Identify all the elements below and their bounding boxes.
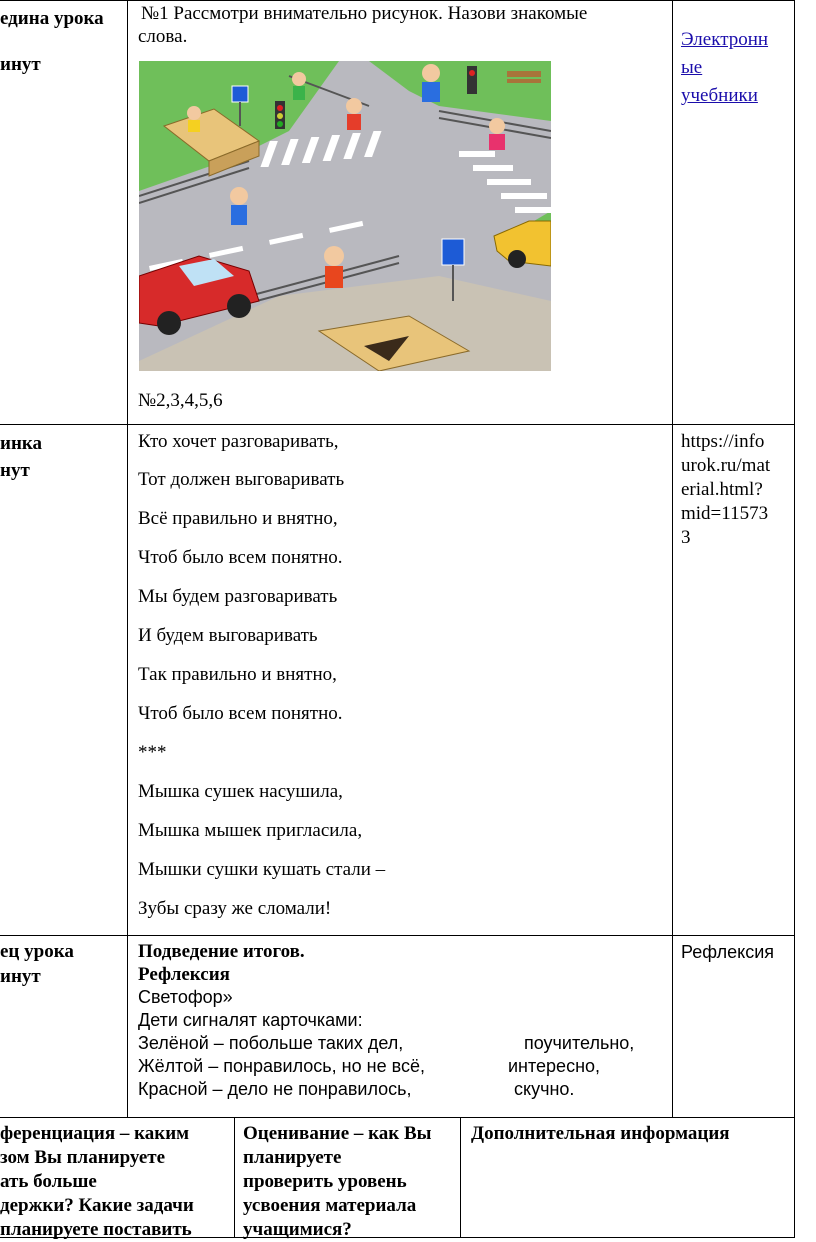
electronic-textbooks-link-line2[interactable]: ые xyxy=(681,57,703,78)
assessment-line3: проверить уровень xyxy=(243,1171,407,1192)
row-divider-1 xyxy=(0,424,795,425)
electronic-textbooks-link-line3[interactable]: учебники xyxy=(681,85,758,106)
poem-line: Зубы сразу же сломали! xyxy=(138,898,332,919)
row1-stage-label-line2: инут xyxy=(0,54,41,75)
row-divider-2 xyxy=(0,935,795,936)
task1-title-line1: №1 Рассмотри внимательно рисунок. Назови знакомые xyxy=(141,3,588,24)
card-green-right: поучительно, xyxy=(524,1033,635,1053)
poem-line: Чтоб было всем понятно. xyxy=(138,703,343,724)
electronic-textbooks-link-line1[interactable]: Электронн xyxy=(681,29,769,50)
poem-line: И будем выговаривать xyxy=(138,625,318,646)
resource-url-line3[interactable]: erial.html? xyxy=(681,479,763,500)
table-right-border xyxy=(794,0,795,1238)
differentiation-line1: ференциация – каким xyxy=(0,1123,190,1144)
assessment-line4: усвоения материала xyxy=(243,1195,417,1216)
assessment-line5: учащимися? xyxy=(243,1219,352,1240)
resource-url-line1[interactable]: https://info xyxy=(681,431,765,452)
col-divider-2 xyxy=(672,0,673,1117)
row2-stage-label-line1: инка xyxy=(0,433,43,454)
cards-intro: Дети сигналят карточками: xyxy=(138,1010,363,1030)
additional-info-header: Дополнительная информация xyxy=(471,1123,730,1144)
poem-separator: *** xyxy=(138,742,167,763)
road-safety-illustration xyxy=(139,61,551,371)
poem-line: Мышка мышек пригласила, xyxy=(138,820,363,841)
footer-col-divider-1 xyxy=(234,1117,235,1238)
assessment-line1: Оценивание – как Вы xyxy=(243,1123,432,1144)
resource-url-line2[interactable]: urok.ru/mat xyxy=(681,455,771,476)
poem-line: Мы будем разговаривать xyxy=(138,586,338,607)
differentiation-line5: планируете поставить xyxy=(0,1219,192,1240)
differentiation-line3: ать больше xyxy=(0,1171,97,1192)
poem-line: Мышка сушек насушила, xyxy=(138,781,343,802)
poem-line: Тот должен выговаривать xyxy=(138,469,345,490)
row-divider-3 xyxy=(0,1117,795,1118)
row2-stage-label-line2: нут xyxy=(0,460,30,481)
card-red-right: скучно. xyxy=(514,1079,575,1099)
col-divider-1 xyxy=(127,0,128,1117)
summary-title: Подведение итогов. xyxy=(138,941,305,962)
resource-url-line5[interactable]: 3 xyxy=(681,527,691,548)
footer-col-divider-2 xyxy=(460,1117,461,1238)
poem-line: Так правильно и внятно, xyxy=(138,664,337,685)
task1-title-line2: слова. xyxy=(138,26,188,47)
differentiation-line2: зом Вы планируете xyxy=(0,1147,166,1168)
resource-url-line4[interactable]: mid=11573 xyxy=(681,503,769,524)
card-yellow-right: интересно, xyxy=(508,1056,601,1076)
poem-line: Всё правильно и внятно, xyxy=(138,508,338,529)
poem-line: Чтоб было всем понятно. xyxy=(138,547,343,568)
task-numbers: №2,3,4,5,6 xyxy=(138,390,223,411)
row3-stage-label-line2: инут xyxy=(0,966,41,987)
poem-line: Мышки сушки кушать стали – xyxy=(138,859,386,880)
row3-stage-label-line1: ец урока xyxy=(0,941,74,962)
card-red-left: Красной – дело не понравилось, xyxy=(138,1079,412,1099)
table-top-border xyxy=(0,0,795,1)
row3-resource: Рефлексия xyxy=(681,942,775,962)
assessment-line2: планируете xyxy=(243,1147,342,1168)
row1-stage-label-line1: едина урока xyxy=(0,8,104,29)
game-name: Светофор» xyxy=(138,987,233,1007)
poem-line: Кто хочет разговаривать, xyxy=(138,431,339,452)
card-yellow-left: Жёлтой – понравилось, но не всё, xyxy=(138,1056,425,1076)
card-green-left: Зелёной – побольше таких дел, xyxy=(138,1033,404,1053)
reflection-title: Рефлексия xyxy=(138,964,230,985)
differentiation-line4: держки? Какие задачи xyxy=(0,1195,194,1216)
